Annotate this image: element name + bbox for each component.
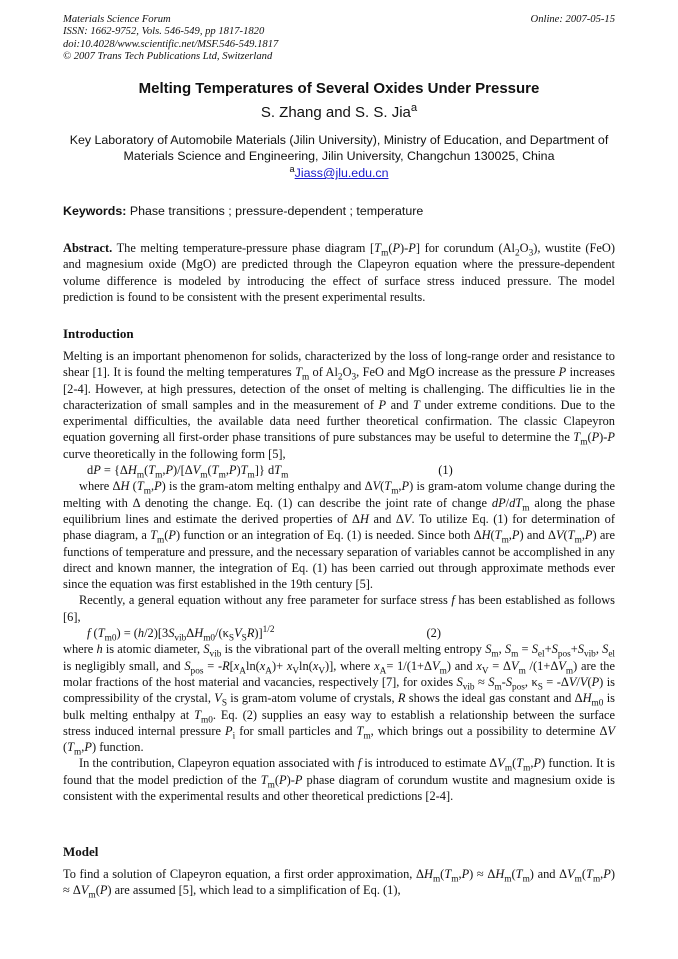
intro-paragraph-1: Melting is an important phenomenon for solids, characterized by the loss of long-range order and resistance to shear [1]. It is found the melting temperatures $T_m$ of $Al_2O_3$, FeO and MgO increase as the pressure P increases [2-4]. However, at high pressures, detection of the onset of melting is challenging. The difficulties lie in the characterization of small samples and in the measurement of P and T under extreme conditions. Due to the experimental difficulties, the available data need further theoretical confirmation. The classic Clapeyron equation governing all first-order phase transitions of pure substances may be useful to determine the $T_m(P)-P$ curve theoretically in the following form [5],: [63, 349, 615, 461]
email-line: [0, 163, 678, 180]
copyright-line: © 2007 Trans Tech Publications Ltd, Switzerland: [63, 51, 273, 63]
journal-header: [63, 14, 615, 64]
equation-2: f $(T_{m0}) = (h/2)[3S_{vib}\Delta H_{m0}/(\kappa_SV_SR)]^{1/2}$ (2): [87, 624, 441, 644]
intro-paragraph-5: In the contribution, Clapeyron equation associated with f is introduced to estimate $\Delta V_m(T_m,P)$ function. It is found that the model prediction of the $T_m(P)-P$ phase diagram of corundum wustite and magnesium oxide is consistent with the experimental results and other theoretical predictions [2-4].: [63, 756, 615, 804]
keywords-line: [63, 204, 615, 218]
abstract: [63, 240, 615, 305]
intro-paragraph-2: where ΔH $(T_m,P)$ is the gram-atom melting enthalpy and $\Delta V(T_m,P)$ is gram-atom volume change during the melting with Δ denoting the change. Eq. (1) can describe the joint rate of change $dP/dT_m$ along the phase equilibrium lines and estimate the derived properties of ΔH and ΔV. To utilize Eq. (1) for determination of phase diagram, a $T_m(P)$ function or an integration of Eq. (1) is needed. Since both $\Delta H(T_m,P)$ and $\Delta V(T_m,P)$ are functions of temperature and pressure, and the necessary separation of variables cannot be accomplished in any direct and known manner, the integration of Eq. (1) has been carried out through approximate methods ever since the equation was first established in the 19th century [5].: [63, 479, 616, 592]
doi-line: doi:10.4028/www.scientific.net/MSF.546-549.1817: [63, 38, 279, 50]
author-superscript: a: [410, 102, 418, 114]
section-heading-introduction: Introduction: [63, 326, 134, 341]
section-heading-model: Model: [63, 844, 99, 859]
intro-paragraph-3: Recently, a general equation without any free parameter for surface stress f has been established as follows [6],: [63, 593, 616, 624]
keywords-label: Keywords:: [63, 204, 127, 218]
keywords-text: Phase transitions ; pressure-dependent ; temperature: [129, 204, 424, 218]
issn-line: ISSN: 1662-9752, Vols. 546-549, pp 1817-1820: [63, 26, 265, 38]
abstract-label: Abstract.: [63, 241, 113, 255]
affiliation: Key Laboratory of Automobile Materials (Jilin University), Ministry of Education, and Department of Materials Science and Engineering, Jilin University, Changchun 130025, China: [69, 133, 609, 163]
journal-name: Materials Science Forum: [63, 14, 171, 25]
equation-1: dP = $\{\Delta H_m(T_m,P)/[\Delta V_m(T_m,P)T_m]\}$ $dT_m$ (1): [87, 463, 453, 481]
email-link[interactable]: Jiass@jlu.edu.cn: [294, 166, 389, 180]
introduction-body: [63, 348, 615, 804]
intro-paragraph-4: where h is atomic diameter, $S_{vib}$ is the vibrational part of the overall melting entropy $S_m$, $S_m = S_{el}+S_{pos}+S_{vib}$, $S_{el}$ is negligibly small, and $S_{pos} = -R[x_A\ln(x_A)+ x_V\ln(x_V)]$, where $x_A= 1/(1+\Delta V_m)$ and $x_V = \Delta V_m$ $/(1+\Delta V_m)$ are the molar fractions of the host material and vacancies, respectively [7], for oxides $S_{vib} \approx S_m-S_{pos}$, $\kappa_S = -\Delta V/V(P)$ is compressibility of the crystal, $V_S$ is gram-atom volume of crystals, R shows the ideal gas constant and $\Delta H_{m0}$ is bulk melting enthalpy at $T_{m0}$. Eq. (2) supplies an easy way to establish a relationship between the surface stress induced internal pressure $P_i$ for small particles and $T_m$, which brings out a possibility to determine ΔV $(T_m,P)$ function.: [63, 642, 616, 758]
paper-authors: [0, 104, 678, 121]
online-date: Online: 2007-05-15: [530, 14, 615, 25]
abstract-paragraph: Abstract. The melting temperature-pressure phase diagram $[T_m(P)-P]$ for corundum $(Al_2O_3)$, wustite (FeO) and magnesium oxide (MgO) are predicted through the Clapeyron equation where the pressure-dependent volume difference is modeled by introducing the effect of surface stress induced pressure. The model prediction is found to be consistent with the present experimental results.: [63, 241, 616, 304]
model-paragraph-1: To find a solution of Clapeyron equation, a first order approximation, $\Delta H_m(T_m,P) \approx \Delta H_m(T_m)$ and $\Delta V_m(T_m,P) \approx \Delta V_m(P)$ are assumed [5], which lead to a simplification of Eq. (1),: [63, 867, 615, 901]
email-superscript: a: [289, 163, 295, 174]
author-names: S. Zhang and S. S. Jia: [260, 104, 411, 121]
paper-title: Melting Temperatures of Several Oxides Under Pressure: [138, 80, 540, 97]
model-body: [63, 866, 615, 899]
